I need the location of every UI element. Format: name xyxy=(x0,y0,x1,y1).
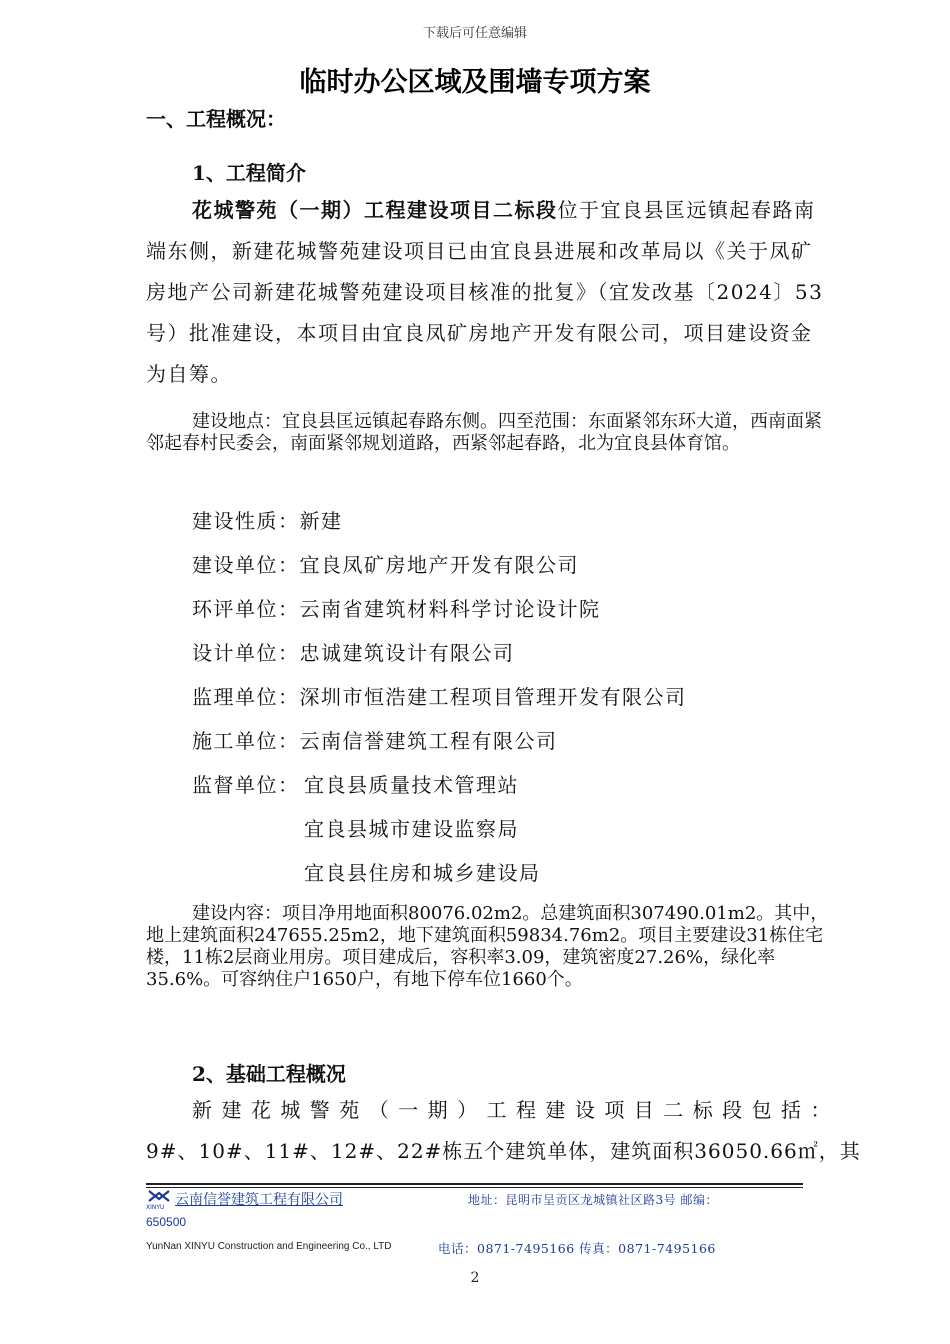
contractor-unit: 施工单位：云南信誉建筑工程有限公司 xyxy=(192,729,558,753)
oversight-label: 监督单位： xyxy=(192,773,300,797)
footer-rule xyxy=(146,1187,803,1188)
footer-rule xyxy=(146,1183,803,1185)
footer-company-name: 云南信誉建筑工程有限公司 xyxy=(175,1192,343,1208)
document-title: 临时办公区域及围墙专项方案 xyxy=(299,67,651,98)
foundation-line-1: 新建花城警苑（一期）工程建设项目二标段包括： xyxy=(192,1098,832,1122)
section-heading-overview: 一、工程概况： xyxy=(146,107,286,131)
oversight-item: 宜良县质量技术管理站 xyxy=(304,773,519,797)
construction-content-paragraph: 建设内容：项目净用地面积80076.02m2。总建筑面积307490.01m2。其中，地上建筑面积247655.25m2，地下建筑面积59834.76m2。项目主要建设31栋住宅楼，11栋2层商业用房。项目建成后，容积率3.09，建筑密度27.26%，绿化率35.6%。可容纳住户1650户，有地下停车位1660个。 xyxy=(146,903,829,990)
company-logo-icon xyxy=(146,1188,172,1210)
design-unit: 设计单位：忠诚建筑设计有限公司 xyxy=(192,641,515,665)
location-paragraph: 建设地点：宜良县匡远镇起春路东侧。四至范围：东面紧邻东环大道，西南面紧邻起春村民委会，南面紧邻规划道路，西紧邻起春路，北为宜良县体育馆。 xyxy=(146,411,822,454)
footer-postcode: 650500 xyxy=(146,1215,187,1229)
intro-text: 位于宜良县匡远镇起春路南端东侧，新建花城警苑建设项目已由宜良县进展和改革局以《关于凤矿房地产公司新建花城警苑建设项目核准的批复》（宜发改基〔2024〕53号）批准建设，本项目由宜良凤矿房地产开发有限公司，项目建设资金为自筹。 xyxy=(146,198,824,386)
page-number: 2 xyxy=(470,1270,480,1286)
subsection-heading-intro: 1、工程简介 xyxy=(192,161,306,185)
oversight-item: 宜良县住房和城乡建设局 xyxy=(304,861,541,885)
oversight-item: 宜良县城市建设监察局 xyxy=(304,817,519,841)
foundation-line-2: 9#、10#、11#、12#、22#栋五个建筑单体，建筑面积36050.66㎡，其 xyxy=(146,1139,861,1163)
eia-unit: 环评单位：云南省建筑材料科学讨论设计院 xyxy=(192,597,601,621)
subsection-heading-foundation: 2、基础工程概况 xyxy=(192,1062,346,1086)
supervision-unit: 监理单位：深圳市恒浩建工程项目管理开发有限公司 xyxy=(192,685,687,709)
header-note: 下载后可任意编辑 xyxy=(422,26,527,41)
intro-paragraph xyxy=(146,190,832,395)
footer-english-name: YunNan XINYU Construction and Engineering Co., LTD xyxy=(146,1241,392,1252)
construction-nature: 建设性质：新建 xyxy=(192,509,343,533)
footer-phone-fax: 电话：0871-7495166 传真：0871-7495166 xyxy=(438,1241,716,1256)
footer-address: 地址：昆明市呈贡区龙城镇社区路3号 邮编： xyxy=(468,1193,718,1207)
logo-text: XINYU xyxy=(146,1204,165,1210)
construction-unit: 建设单位：宜良凤矿房地产开发有限公司 xyxy=(192,553,579,577)
project-name: 花城警苑（一期）工程建设项目二标段 xyxy=(192,198,558,222)
